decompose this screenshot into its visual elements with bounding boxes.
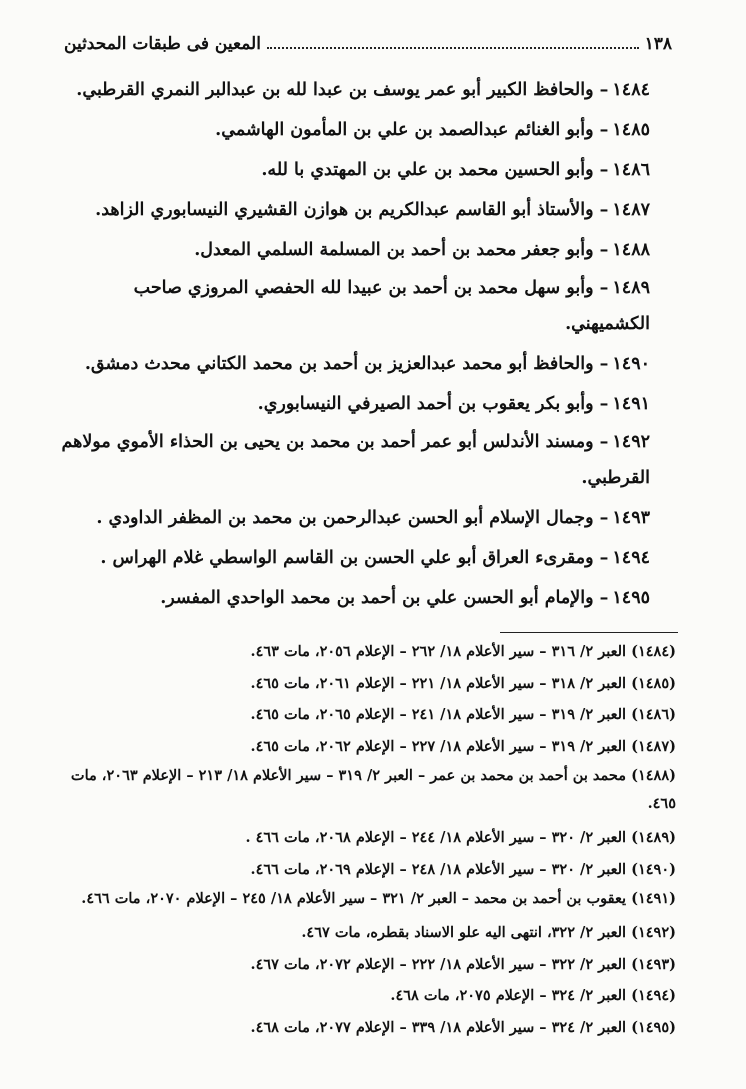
entry-1493	[60, 498, 650, 538]
footnote-number: (١٤٨٧)	[631, 737, 676, 755]
entry-1495	[60, 578, 650, 618]
footnote-1491	[60, 885, 676, 913]
entry-list	[60, 70, 650, 618]
entry-text: – ومسند الأندلس أبو عمر أحمد بن محمد بن يحيى بن الحذاء الأموي مولاهم القرطبي.	[61, 432, 650, 488]
page-number: ١٣٨	[644, 34, 672, 54]
entry-1494	[60, 538, 650, 578]
footnote-number: (١٤٩٢)	[631, 924, 676, 941]
footnote-text: العبر ٢/ ٣٢٠ – سير الأعلام ١٨/ ٢٤٨ – الإعلام ٢٠٦٩، مات ٤٦٦.	[250, 860, 627, 878]
entry-1489	[60, 270, 650, 342]
footnote-1487	[60, 731, 676, 763]
footnote-divider	[500, 632, 678, 633]
footnote-text: العبر ٢/ ٣٢٢، انتهى اليه علو الاسناد بقطره، مات ٤٦٧.	[301, 924, 627, 941]
entry-1490	[60, 344, 650, 384]
entry-number: ١٤٩٣	[612, 508, 650, 528]
footnote-text: العبر ٢/ ٣١٩ – سير الأعلام ١٨/ ٢٤١ – الإعلام ٢٠٦٥، مات ٤٦٥.	[250, 706, 627, 723]
footnote-text: العبر ٢/ ٣١٩ – سير الأعلام ١٨/ ٢٢٧ – الإعلام ٢٠٦٢، مات ٤٦٥.	[250, 737, 627, 755]
footnote-1493	[60, 949, 676, 981]
entry-text: – وأبو جعفر محمد بن أحمد بن المسلمة السلمي المعدل.	[194, 240, 609, 260]
entry-number: ١٤٨٥	[612, 120, 650, 140]
entry-text: – والحافظ الكبير أبو عمر يوسف بن عبدا لله بن عبدالبر النمري القرطبي.	[76, 80, 609, 100]
footnote-1488	[60, 762, 676, 818]
footnote-text: العبر ٢/ ٣٢٤ – الإعلام ٢٠٧٥، مات ٤٦٨.	[390, 987, 627, 1004]
footnote-number: (١٤٨٦)	[631, 706, 676, 723]
entry-text: – وأبو الغنائم عبدالصمد بن علي بن المأمون الهاشمي.	[215, 120, 609, 140]
entry-1487	[60, 190, 650, 230]
entry-number: ١٤٩١	[612, 394, 650, 414]
footnote-1492	[60, 917, 676, 949]
running-header	[64, 34, 672, 54]
footnote-number: (١٤٩٠)	[631, 860, 676, 878]
footnote-text: محمد بن أحمد بن محمد بن عمر – العبر ٢/ ٣١٩ – سير الأعلام ١٨/ ٢١٣ – الإعلام ٢٠٦٣، مات ٤٦٥.	[70, 767, 676, 812]
footnote-number: (١٤٩٥)	[631, 1018, 676, 1036]
footnote-number: (١٤٩١)	[631, 890, 676, 907]
entry-text: – وجمال الإسلام أبو الحسن عبدالرحمن بن محمد بن المظفر الداودي .	[96, 508, 609, 528]
entry-text: – والحافظ أبو محمد عبدالعزيز بن أحمد بن محمد الكتاني محدث دمشق.	[84, 354, 609, 374]
footnote-number: (١٤٨٨)	[631, 767, 676, 784]
entry-1492	[60, 424, 650, 496]
footnote-1484	[60, 636, 676, 668]
entry-number: ١٤٨٦	[612, 160, 650, 180]
footnote-text: العبر ٢/ ٣٢٤ – سير الأعلام ١٨/ ٣٣٩ – الإعلام ٢٠٧٧، مات ٤٦٨.	[250, 1018, 627, 1036]
entry-1488	[60, 230, 650, 270]
entry-text: – والإمام أبو الحسن علي بن أحمد بن محمد الواحدي المفسر.	[160, 588, 609, 608]
entry-1491	[60, 384, 650, 424]
footnote-1485	[60, 668, 676, 700]
entry-text: – ومقرىء العراق أبو علي الحسن بن القاسم الواسطي غلام الهراس .	[100, 548, 609, 568]
entry-number: ١٤٩٥	[612, 588, 650, 608]
footnote-text: العبر ٢/ ٣١٨ – سير الأعلام ١٨/ ٢٢١ – الإعلام ٢٠٦١، مات ٤٦٥.	[250, 674, 627, 692]
entry-text: – وأبو سهل محمد بن أحمد بن عبيدا لله الحفصي المروزي صاحب الكشميهني.	[133, 278, 650, 334]
footnote-text: يعقوب بن أحمد بن محمد – العبر ٢/ ٣٢١ – سير الأعلام ١٨/ ٢٤٥ – الإعلام ٢٠٧٠، مات ٤٦٦.	[81, 890, 627, 907]
footnote-text: العبر ٢/ ٣٢٢ – سير الأعلام ١٨/ ٢٢٢ – الإعلام ٢٠٧٢، مات ٤٦٧.	[250, 955, 627, 973]
entry-1484	[60, 70, 650, 110]
entry-text: – والأستاذ أبو القاسم عبدالكريم بن هوازن القشيري النيسابوري الزاهد.	[95, 200, 609, 220]
entry-text: – وأبو بكر يعقوب بن أحمد الصيرفي النيسابوري.	[257, 394, 609, 414]
entry-number: ١٤٩٠	[612, 354, 650, 374]
entry-number: ١٤٨٨	[612, 240, 650, 260]
entry-number: ١٤٩٢	[612, 432, 650, 452]
footnote-1486	[60, 699, 676, 731]
footnote-1495	[60, 1012, 676, 1044]
footnote-list	[60, 636, 676, 1043]
footnote-1489	[60, 822, 676, 854]
footnote-number: (١٤٩٣)	[631, 955, 676, 973]
entry-1485	[60, 110, 650, 150]
entry-number: ١٤٨٩	[612, 278, 650, 298]
entry-number: ١٤٩٤	[612, 548, 650, 568]
footnote-number: (١٤٨٩)	[631, 829, 676, 846]
footnote-text: العبر ٢/ ٣٢٠ – سير الأعلام ١٨/ ٢٤٤ – الإعلام ٢٠٦٨، مات ٤٦٦ .	[245, 829, 627, 846]
footnote-1490	[60, 854, 676, 886]
entry-1486	[60, 150, 650, 190]
entry-number: ١٤٨٤	[612, 80, 650, 100]
footnote-number: (١٤٩٤)	[631, 987, 676, 1004]
footnote-1494	[60, 980, 676, 1012]
footnote-text: العبر ٢/ ٣١٦ – سير الأعلام ١٨/ ٢٦٢ – الإعلام ٢٠٥٦، مات ٤٦٣.	[250, 643, 627, 660]
entry-text: – وأبو الحسين محمد بن علي بن المهتدي با لله.	[261, 160, 609, 180]
footnote-number: (١٤٨٥)	[631, 674, 676, 692]
entry-number: ١٤٨٧	[612, 200, 650, 220]
running-title: المعين فى طبقات المحدثين	[64, 34, 261, 54]
header-dot-leader	[267, 47, 639, 49]
footnote-number: (١٤٨٤)	[631, 643, 676, 660]
